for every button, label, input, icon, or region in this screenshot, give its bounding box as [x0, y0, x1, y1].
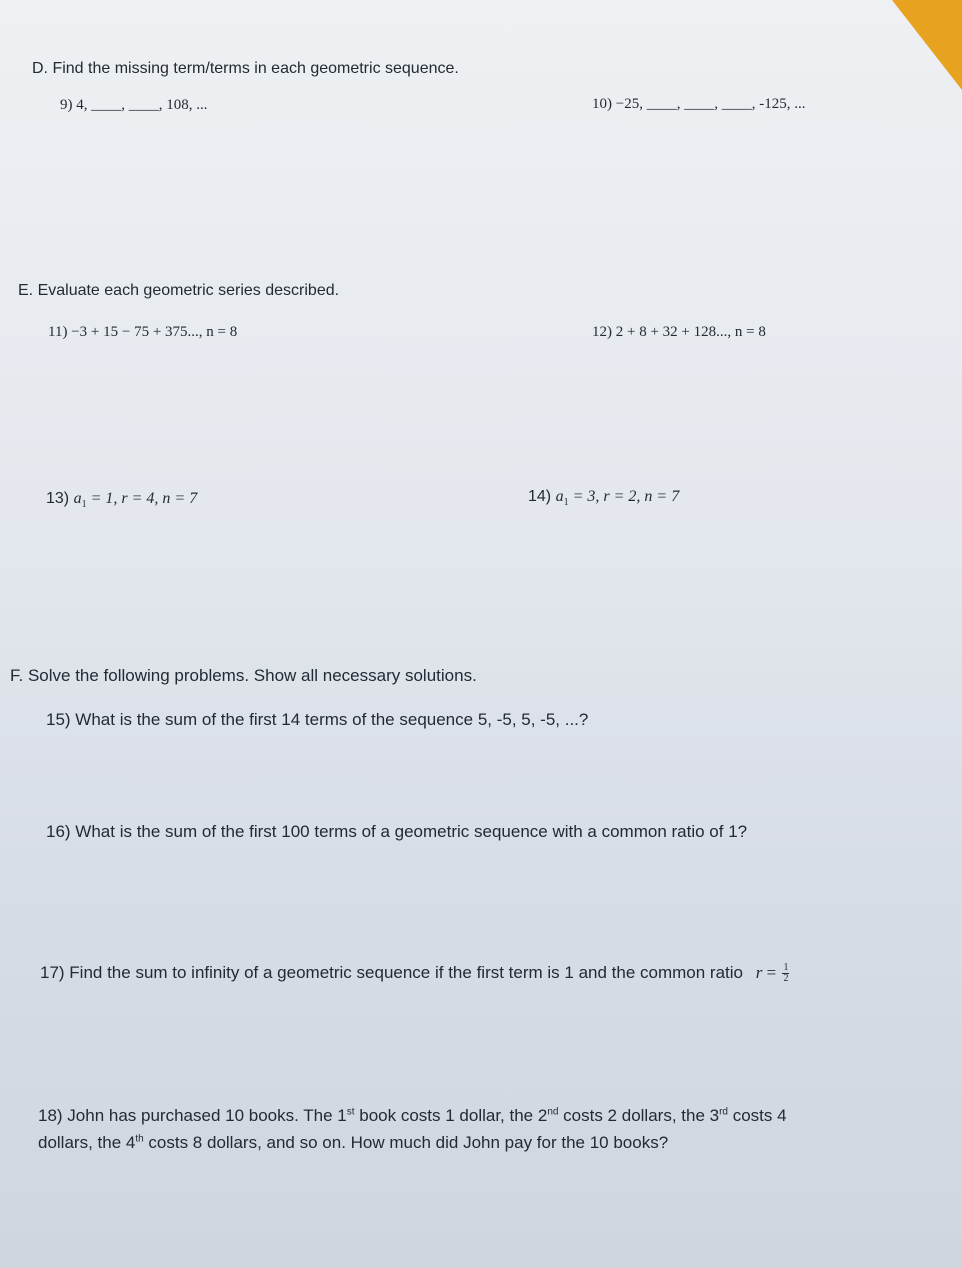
- problem-12: 12) 2 + 8 + 32 + 128..., n = 8: [592, 324, 766, 340]
- problem-18-line2a-sup: th: [135, 1133, 144, 1145]
- problem-18-c: costs 2 dollars, the 3: [558, 1106, 720, 1125]
- problem-18-a-sup: st: [346, 1106, 355, 1118]
- problem-18-line2b: costs 8 dollars, and so on. How much did John pay for the 10 books?: [143, 1133, 669, 1152]
- problem-17-r: r: [755, 963, 763, 982]
- problem-18-c-sup: rd: [719, 1106, 728, 1118]
- section-d-title: D. Find the missing term/terms in each geometric sequence.: [32, 60, 459, 77]
- problem-17-eq: =: [762, 963, 781, 982]
- problem-11: 11) −3 + 15 − 75 + 375..., n = 8: [48, 324, 238, 340]
- problem-18-line2a: dollars, the 4: [38, 1133, 136, 1152]
- problem-13-rest: = 1, r = 4, n = 7: [86, 490, 198, 507]
- problem-17-text: 17) Find the sum to infinity of a geometric sequence if the first term is 1 and the common ratio: [40, 963, 743, 982]
- problem-13-sub: 1: [81, 499, 87, 511]
- problem-14-sub: 1: [563, 497, 569, 509]
- section-f-title: F. Solve the following problems. Show all necessary solutions.: [10, 666, 477, 685]
- problem-18-a: 18) John has purchased 10 books. The 1: [38, 1106, 347, 1125]
- problem-14: [528, 488, 679, 508]
- problem-13-number: 13): [46, 490, 70, 507]
- problem-17: [40, 963, 791, 984]
- one-half-fraction: [782, 963, 789, 984]
- problem-14-number: 14): [528, 488, 552, 505]
- problem-18-line-1: [38, 1106, 787, 1126]
- problem-9: 9) 4, ____, ____, 108, ...: [60, 97, 208, 113]
- paper-corner-shape: [892, 0, 962, 90]
- section-e-title: E. Evaluate each geometric series described.: [18, 282, 340, 299]
- fraction-numerator: 1: [783, 962, 789, 974]
- problem-18-b: book costs 1 dollar, the 2: [354, 1106, 548, 1125]
- fraction-denominator: 2: [783, 973, 789, 985]
- problem-16: 16) What is the sum of the first 100 terms of a geometric sequence with a common ratio of 1?: [46, 822, 748, 841]
- problem-13: [46, 490, 197, 510]
- problem-10: 10) −25, ____, ____, ____, -125, ...: [592, 96, 806, 112]
- problem-18-b-sup: nd: [547, 1106, 559, 1118]
- problem-13-a: a: [73, 490, 82, 507]
- problem-18-d: costs 4: [727, 1106, 787, 1125]
- problem-18-line-2: [38, 1133, 668, 1153]
- problem-14-rest: = 3, r = 2, n = 7: [568, 488, 680, 505]
- problem-15: 15) What is the sum of the first 14 terms of the sequence 5, -5, 5, -5, ...?: [46, 710, 589, 729]
- problem-14-a: a: [555, 488, 564, 505]
